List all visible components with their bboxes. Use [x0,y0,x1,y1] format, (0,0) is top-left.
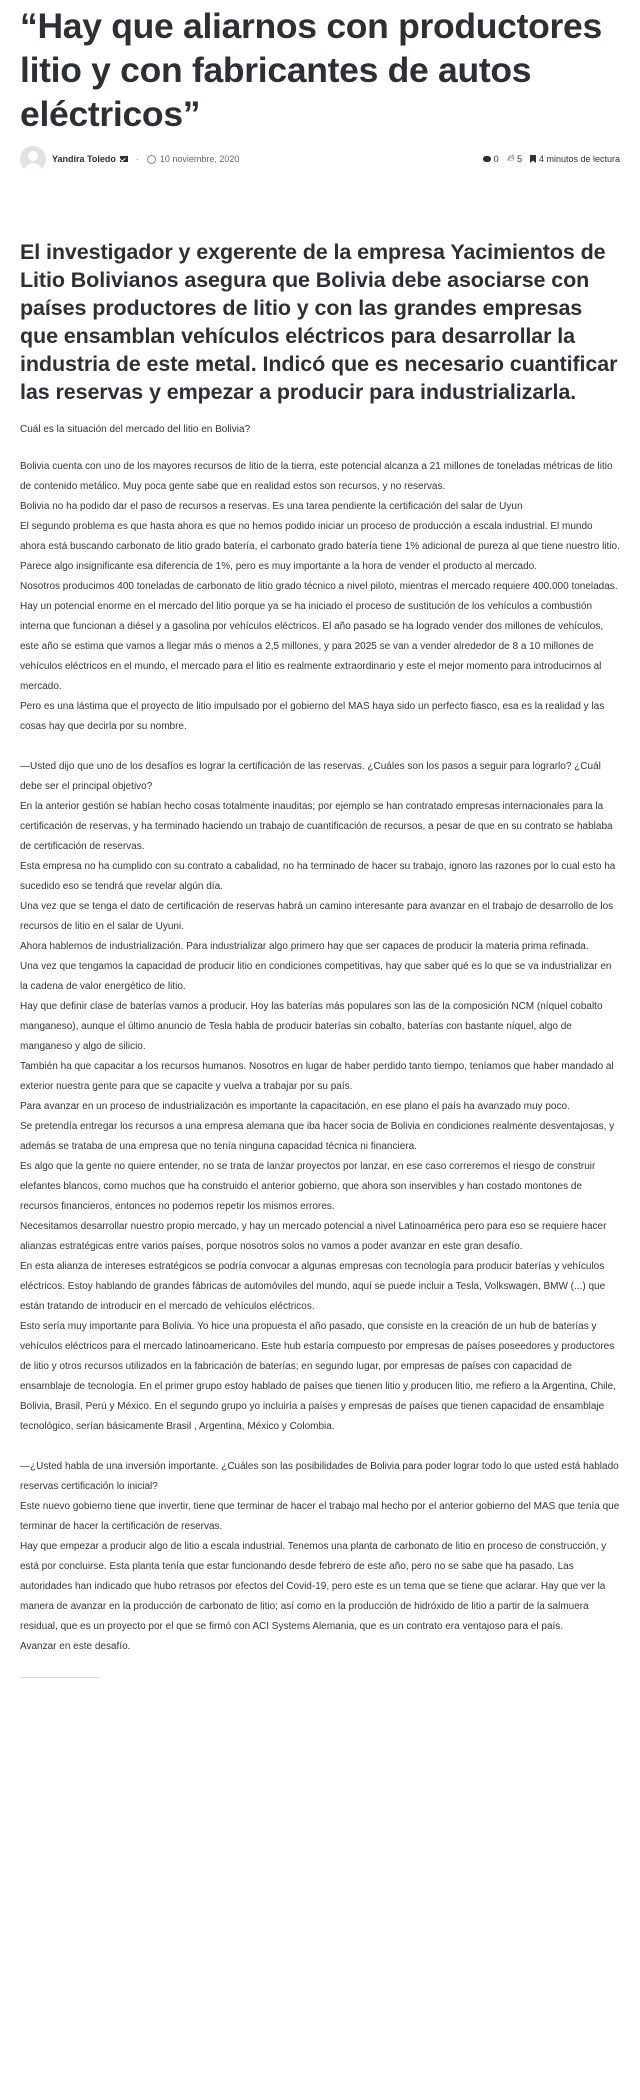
body-paragraph: Avanzar en este desafío. [20,1641,131,1652]
fire-icon: 🔥︎ [506,153,514,164]
body-paragraph: Hay que empezar a producir algo de litio a escala industrial. Tenemos una planta de carbonato de litio en proceso de construcción, y está por concluirse. Esta planta tenía que estar funcionando desde febrero de este año, pero no se sabe que ha pasado. Las autoridades han indicado que hubo retrasos por efectos del Covid-19, pero este es un tema que se tiene que aclarar. Hay que ver la manera de avanzar en la producción de carbonato de litio; así como en la producción de hidróxido de litio a partir de la salmuera residual, que es un proyecto por el que se firmó con ACI Systems Alemania, que es un contrato era ventajoso para el país. [20,1541,607,1632]
comments-count: 0 [493,154,499,164]
body-paragraph: Pero es una lástima que el proyecto de litio impulsado por el gobierno del MAS haya sido un perfecto fiasco, esa es la realidad y las cosas hay que decirla por su nombre. [20,701,605,732]
read-time-wrap [530,154,620,164]
body-paragraph: Es algo que la gente no quiere entender, no se trata de lanzar proyectos por lanzar, en ese caso correremos el riesgo de construir elefantes blancos, como muchos que ha construido el anterior gobierno, que ahora son inservibles y han costado montones de recursos financieros, entonces no podemos repetir los mismos errores. [20,1161,596,1212]
body-paragraph: En la anterior gestión se habían hecho cosas totalmente inauditas; por ejemplo se han contratado empresas internacionales para la certificación de reservas, y ha terminado haciendo un trabajo de cuantificación de recursos, a pesar de que en su contrato se hablaba de certificación de reservas. [20,801,613,852]
body-paragraph: Esta empresa no ha cumplido con su contrato a cabalidad, no ha terminado de hacer su trabajo, ignoro las razones por lo cual esto ha sucedido eso se tendrá que revelar algún día. [20,861,616,892]
article-lead: El investigador y exgerente de la empresa Yacimientos de Litio Bolivianos asegura que Bolivia debe asociarse con países productores de litio y con las grandes empresas que ensamblan vehículos eléctricos para desarrollar la industria de este metal. Indicó que es necesario cuantificar las reservas y empezar a producir para industrializarla. [20,240,618,404]
body-paragraph: Ahora hablemos de industrialización. Para industrializar algo primero hay que ser capaces de producir la materia prima refinada. [20,941,589,952]
interview-question: —Usted dijo que uno de los desafíos es lograr la certificación de las reservas. ¿Cuáles son los pasos a seguir para lograrlo? ¿Cuál debe ser el principal objetivo? [20,761,601,792]
body-paragraph: Bolivia cuenta con uno de los mayores recursos de litio de la tierra, este potencial alcanza a 21 millones de toneladas métricas de litio de contenido metálico. Muy poca gente sabe que en realidad estos son recursos, y no reservas. [20,461,613,492]
article [20,0,620,1678]
article-body-block-2 [20,757,620,1437]
body-paragraph: El segundo problema es que hasta ahora es que no hemos podido iniciar un proceso de producción a escala industrial. El mundo ahora está buscando carbonato de litio grado batería, el carbonato grado batería tiene 1% adicional de pureza al que tiene nuestro litio. Parece algo insignificante esa diferencia de 1%, pero es muy importante a la hora de vender el producto al mercado. [20,521,620,572]
body-paragraph: Este nuevo gobierno tiene que invertir, tiene que terminar de hacer el trabajo mal hecho por el anterior gobierno del MAS que tenía que terminar de hacer la certificación de reservas. [20,1501,620,1532]
paragraph-gap [20,1437,620,1457]
author-info [20,146,239,172]
body-paragraph: Esto sería muy importante para Bolivia. Yo hice una propuesta el año pasado, que consiste en la creación de un hub de baterías y vehículos eléctricos para el mercado latinoamericano. Este hub estaría compuesto por empresas de países poseedores y productores de litio y otros recursos utilizados en la fabricación de baterías; en segundo lugar, por empresas de países con capacidad de ensamblaje de tecnología. En el primer grupo estoy hablado de países que tienen litio y producen litio, me refiero a la Argentina, Chile, Bolivia, Brasil, Perú y México. En el segundo grupo yo incluiría a países y empresas de países que tienen capacidad de ensamblaje tecnológico, serían básicamente Brasil , Argentina, México y Colombia. [20,1321,616,1432]
avatar-head-shape [28,151,38,161]
first-question: Cuál es la situación del mercado del litio en Bolivia? [20,424,251,435]
comments-count-link[interactable] [483,154,499,164]
read-time: 4 minutos de lectura [538,154,620,164]
body-paragraph: Hay un potencial enorme en el mercado del litio porque ya se ha iniciado el proceso de sustitución de los vehículos a combustión interna que funcionan a diésel y a gasolina por vehículos eléctricos. El año pasado se ha logrado vender dos millones de vehículos, este año se estima que vamos a llegar más o menos a 2,5 millones, y para 2025 se van a vender alrededor de 8 a 10 millones de vehículos eléctricos en el mundo, el mercado para el litio es realmente extraordinario y este el mejor momento para introducirnos al mercado. [20,601,604,692]
clock-icon [147,155,156,164]
paragraph-gap [20,737,620,757]
body-paragraph: Hay que definir clase de baterías vamos a producir. Hoy las baterías más populares son las de la composición NCM (níquel cobalto manganeso), aunque el último anuncio de Tesla habla de producir baterías sin cobalto, baterías con bastante níquel, algo de manganeso y algo de silicio. [20,1001,603,1052]
bookmark-icon [530,155,536,163]
meta-separator: · [135,154,139,164]
bottom-divider [20,1677,100,1678]
views-count: 5 [516,154,522,164]
paragraph-gap [20,437,620,457]
body-paragraph: Nosotros producimos 400 toneladas de carbonato de litio grado técnico a nivel piloto, mientras el mercado requiere 400.000 toneladas. [20,581,618,592]
article-body-block-3 [20,1457,620,1657]
body-paragraph: En esta alianza de intereses estratégicos se podría convocar a algunas empresas con tecnología para producir baterías y vehículos eléctricos. Estoy hablando de grandes fábricas de automóviles del mundo, aquí se puede incluir a Tesla, Volkswagen, BMW (...) que están tratando de introducir en el mercado de vehículos eléctricos. [20,1261,606,1312]
publish-date: 10 noviembre, 2020 [159,154,240,164]
author-name[interactable]: Yandira Toledo [52,154,116,164]
body-paragraph: También ha que capacitar a los recursos humanos. Nosotros en lugar de haber perdido tanto tiempo, teníamos que haber mandado al exterior nuestra gente para que se capacite y vuelva a trabajar por su país. [20,1061,614,1092]
body-paragraph: Se pretendía entregar los recursos a una empresa alemana que iba hacer socia de Bolivia en condiciones realmente desventajosas, y además se trataba de una empresa que no tenía ninguna capacidad técnica ni financiera. [20,1121,615,1152]
article-meta [20,146,620,172]
avatar[interactable] [20,146,46,172]
body-paragraph: Una vez que se tenga el dato de certificación de reservas habrá un camino interesante para avanzar en el trabajo de desarrollo de los recursos de litio en el salar de Uyuni. [20,901,614,932]
article-body-block-1 [20,457,620,737]
body-paragraph: Una vez que tengamos la capacidad de producir litio en condiciones competitivas, hay que saber qué es lo que se va industrializar en la cadena de valor energético de litio. [20,961,612,992]
body-paragraph: Para avanzar en un proceso de industrialización es importante la capacitación, en ese plano el país ha avanzado muy poco. [20,1101,570,1112]
comment-icon [483,156,491,162]
interview-question: —¿Usted habla de una inversión importante. ¿Cuáles son las posibilidades de Bolivia para poder lograr todo lo que usted está hablado reservas certificación lo inicial? [20,1461,619,1492]
envelope-icon[interactable] [120,156,128,162]
avatar-body-shape [24,163,42,172]
article-stats [483,146,620,172]
views-count-wrap [507,154,522,164]
body-paragraph: Necesitamos desarrollar nuestro propio mercado, y hay un mercado potencial a nivel Latinoamérica pero para eso se requiere hacer alianzas estratégicas entre varios países, porque nosotros solos no vamos a poder avanzar en este gran desafío. [20,1221,607,1252]
body-paragraph: Bolivia no ha podido dar el paso de recursos a reservas. Es una tarea pendiente la certificación del salar de Uyun [20,501,523,512]
article-title: “Hay que aliarnos con productores litio y con fabricantes de autos eléctricos” [20,6,602,134]
